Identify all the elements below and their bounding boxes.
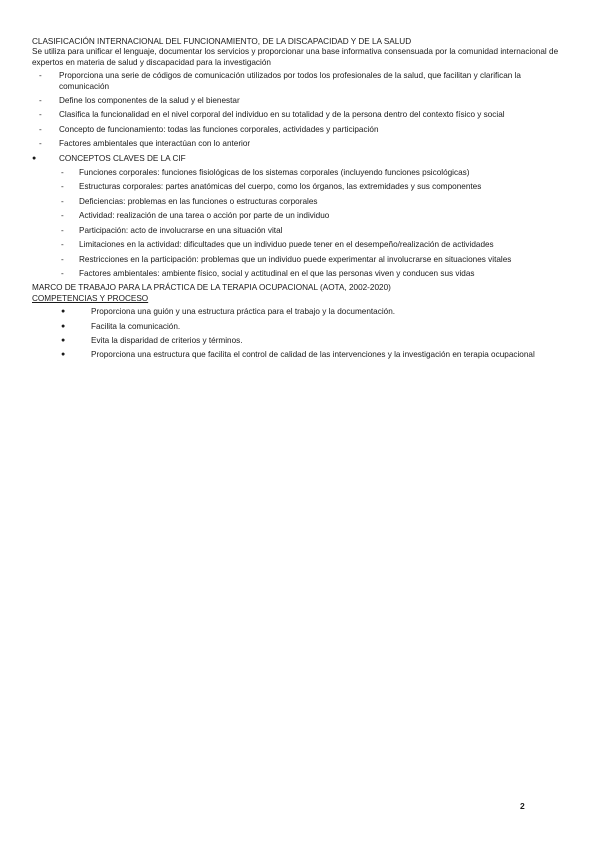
list-item: ● Evita la disparidad de criterios y términos.: [32, 336, 572, 346]
list-item: - Define los componentes de la salud y el bienestar: [32, 96, 572, 106]
section-title-framework: MARCO DE TRABAJO PARA LA PRÁCTICA DE LA TERAPIA OCUPACIONAL (AOTA, 2002-2020): [32, 283, 391, 293]
list-item: - Clasifica la funcionalidad en el nivel corporal del individuo en su totalidad y de la persona dentro del contexto físico y social: [32, 110, 572, 120]
key-concepts-heading: ● CONCEPTOS CLAVES DE LA CIF: [32, 154, 572, 164]
list-item: - Concepto de funcionamiento: todas las funciones corporales, actividades y participación: [32, 125, 572, 135]
intro-paragraph: Se utiliza para unificar el lenguaje, documentar los servicios y proporcionar una base informativa consensuada por la comunidad internacional de expertos en materia de salud y discapacidad para la investigación: [32, 47, 559, 67]
page-number: 2: [520, 801, 525, 811]
list-item: - Proporciona una serie de códigos de comunicación utilizados por todos los profesionales de la salud, que facilitan y clarifican la comunicación: [32, 71, 572, 92]
document-page: [32, 37, 572, 365]
key-concepts-heading-list: [32, 154, 572, 164]
list-item: ● Facilita la comunicación.: [32, 322, 572, 332]
list-item: - Deficiencias: problemas en las funciones o estructuras corporales: [32, 197, 572, 207]
list-item: - Estructuras corporales: partes anatómicas del cuerpo, como los órganos, las extremidades y sus componentes: [32, 182, 572, 192]
list-item: ● Proporciona una guión y una estructura práctica para el trabajo y la documentación.: [32, 307, 572, 317]
list-item: - Participación: acto de involucrarse en una situación vital: [32, 226, 572, 236]
list-item: - Actividad: realización de una tarea o acción por parte de un individuo: [32, 211, 572, 221]
list-item: - Restricciones en la participación: problemas que un individuo puede experimentar al involucrarse en situaciones vitales: [32, 255, 572, 265]
list-item: - Funciones corporales: funciones fisiológicas de los sistemas corporales (incluyendo funciones psicológicas): [32, 168, 572, 178]
list-item: ● Proporciona una estructura que facilita el control de calidad de las intervenciones y la investigación en terapia ocupacional: [32, 350, 572, 360]
key-concepts-list: [32, 168, 572, 279]
list-item: - Factores ambientales: ambiente físico, social y actitudinal en el que las personas viven y conducen sus vidas: [32, 269, 572, 279]
list-item: - Factores ambientales que interactúan con lo anterior: [32, 139, 572, 149]
list-item: - Limitaciones en la actividad: dificultades que un individuo puede tener en el desempeño/realización de actividades: [32, 240, 572, 250]
competencias-list: [32, 307, 572, 361]
cif-points-list: [32, 71, 572, 149]
section-title-cif: CLASIFICACIÓN INTERNACIONAL DEL FUNCIONAMIENTO, DE LA DISCAPACIDAD Y DE LA SALUD: [32, 37, 412, 46]
competencias-heading: COMPETENCIAS Y PROCESO: [32, 293, 149, 303]
